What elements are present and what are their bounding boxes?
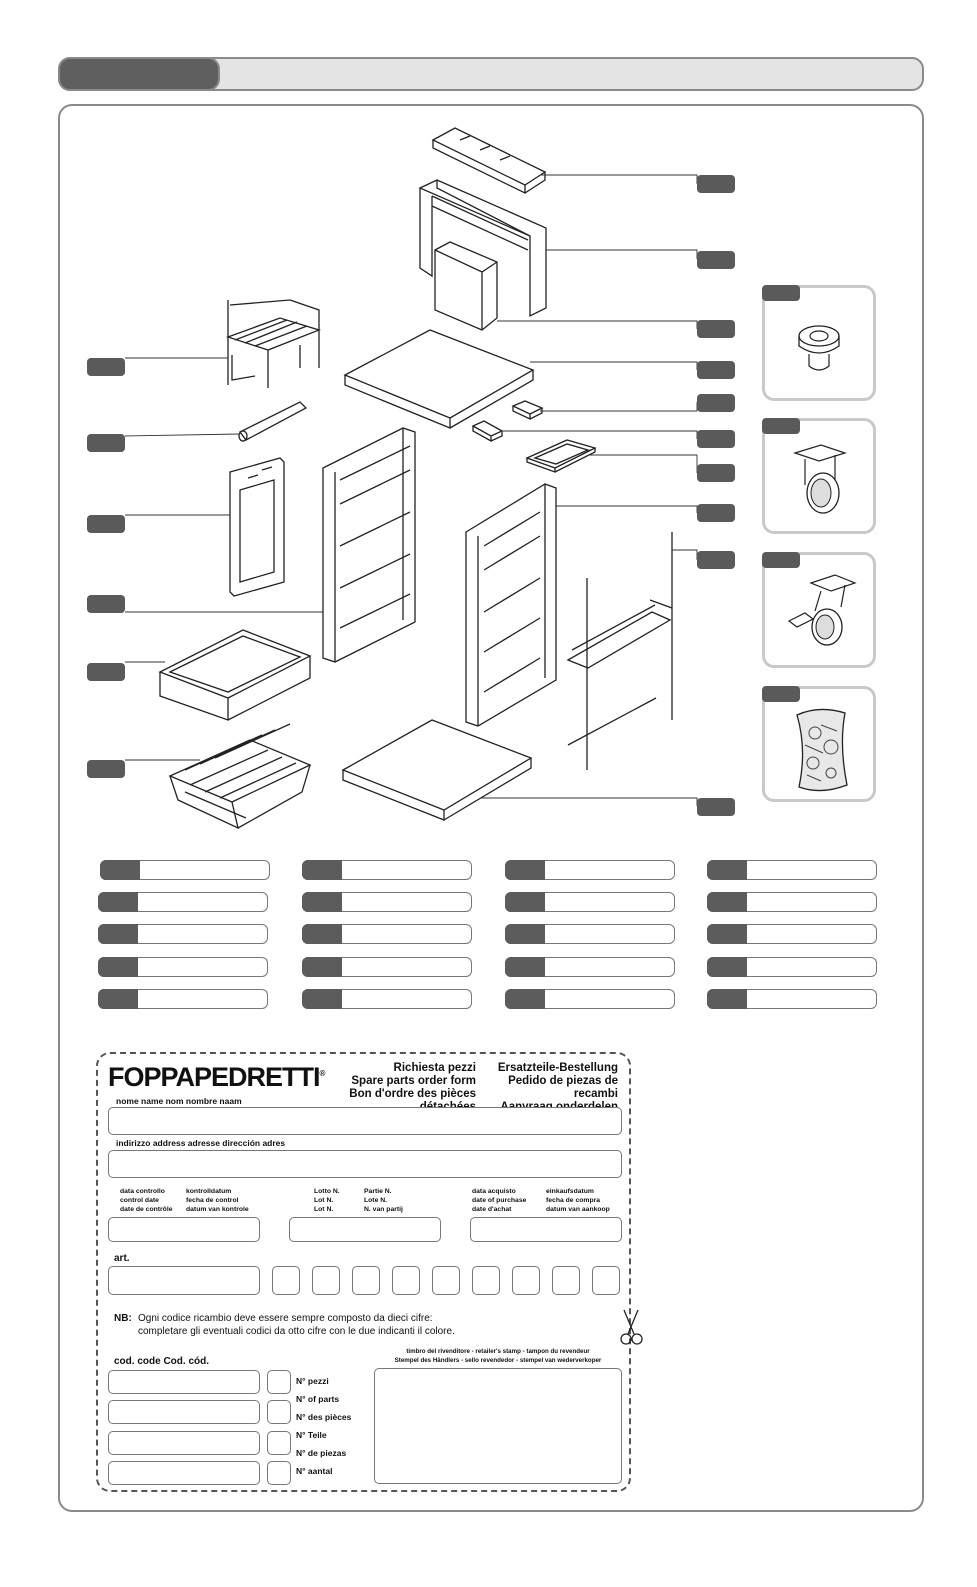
purchase-label-b: einkaufsdatum fecha de compra datum van aankoop <box>546 1188 610 1213</box>
stamp-label: timbro del rivenditore - retailer's stamp - tampon du revendeur Stempel des Händlers - sello revendedor - stempel van wederverkoper <box>394 1348 602 1364</box>
digit-box[interactable] <box>552 1266 580 1295</box>
code-tag <box>302 957 342 977</box>
code-tag <box>505 924 545 944</box>
hardware-bag-box <box>762 686 876 802</box>
code-field[interactable] <box>108 1431 260 1455</box>
form-title-right: Ersatzteile-Bestellung Pedido de piezas de recambi <box>497 1062 618 1100</box>
code-tag <box>707 989 747 1009</box>
swivel-caster-tag <box>762 552 800 568</box>
address-label: indirizzo address adresse dirección adres <box>116 1138 286 1148</box>
code-tag <box>302 989 342 1009</box>
code-row <box>707 892 877 912</box>
code-row <box>302 989 472 1009</box>
code-row <box>505 957 675 977</box>
digit-box[interactable] <box>432 1266 460 1295</box>
digit-box[interactable] <box>512 1266 540 1295</box>
code-row <box>707 924 877 944</box>
qty-box[interactable] <box>267 1461 291 1485</box>
code-row <box>302 924 472 944</box>
fixed-caster-box <box>762 418 876 534</box>
code-tag <box>707 924 747 944</box>
knob-tag <box>762 285 800 301</box>
code-tag <box>505 892 545 912</box>
lot-label-a: Lotto N. Lot N. Lot N. <box>314 1188 340 1213</box>
code-row <box>505 924 675 944</box>
qty-box[interactable] <box>267 1370 291 1394</box>
code-label: cod. code Cod. cód. <box>114 1356 210 1367</box>
control-date-label-a: data controllo control date date de contrôle <box>120 1188 173 1213</box>
hardware-bag-tag <box>762 686 800 702</box>
art-label: art. <box>114 1253 130 1264</box>
purchase-label-a: data acquisto date of purchase date d'achat <box>472 1188 527 1213</box>
digit-box[interactable] <box>392 1266 420 1295</box>
header-tab <box>58 57 220 91</box>
code-tag <box>707 892 747 912</box>
digit-box[interactable] <box>272 1266 300 1295</box>
control-date-field[interactable] <box>108 1217 260 1242</box>
code-row <box>98 892 268 912</box>
code-row <box>98 957 268 977</box>
digit-box[interactable] <box>352 1266 380 1295</box>
qty-box[interactable] <box>267 1431 291 1455</box>
retailer-stamp-area[interactable] <box>374 1368 622 1484</box>
header-bar <box>58 57 924 91</box>
code-row <box>505 989 675 1009</box>
note-line-1: Ogni codice ricambio deve essere sempre composto da dieci cifre: <box>138 1313 433 1324</box>
code-row <box>707 957 877 977</box>
code-tag <box>98 892 138 912</box>
address-field[interactable] <box>108 1150 622 1178</box>
spare-parts-order-form <box>96 1052 631 1492</box>
art-field[interactable] <box>108 1266 260 1295</box>
note-prefix: NB: <box>114 1313 132 1324</box>
code-row <box>100 860 270 880</box>
form-title-left: Richiesta pezzi Spare parts order form Bon d'ordre des pièces <box>349 1062 476 1100</box>
swivel-caster-icon <box>765 555 873 665</box>
code-row <box>302 860 472 880</box>
code-tag <box>707 860 747 880</box>
scissors-icon <box>618 1308 644 1348</box>
code-tag <box>302 924 342 944</box>
code-row <box>302 957 472 977</box>
code-tag <box>100 860 140 880</box>
code-row <box>505 860 675 880</box>
code-tag <box>98 957 138 977</box>
note-line-2: completare gli eventuali codici da otto cifre con le due indicanti il colore. <box>138 1326 455 1337</box>
lot-label-b: Partie N. Lote N. N. van partij <box>364 1188 403 1213</box>
code-tag <box>98 924 138 944</box>
brand-logo: FOPPAPEDRETTI® <box>108 1062 325 1092</box>
digit-box[interactable] <box>472 1266 500 1295</box>
code-tag <box>302 892 342 912</box>
code-tag <box>707 957 747 977</box>
purchase-date-field[interactable] <box>470 1217 622 1242</box>
qty-box[interactable] <box>267 1400 291 1424</box>
code-row <box>302 892 472 912</box>
knob-box <box>762 285 876 401</box>
code-field[interactable] <box>108 1461 260 1485</box>
fixed-caster-icon <box>765 421 873 531</box>
qty-labels: N° pezzi N° of parts N° des pièces N° Teile N° de piezas N° aantal <box>296 1376 352 1476</box>
code-tag <box>98 989 138 1009</box>
code-row <box>98 924 268 944</box>
code-row <box>98 989 268 1009</box>
name-label: nome name nom nombre naam <box>116 1096 242 1106</box>
code-tag <box>505 957 545 977</box>
code-tag <box>302 860 342 880</box>
hardware-bag-icon <box>765 689 873 799</box>
digit-box[interactable] <box>592 1266 620 1295</box>
swivel-caster-box <box>762 552 876 668</box>
code-row <box>707 989 877 1009</box>
fixed-caster-tag <box>762 418 800 434</box>
code-row <box>505 892 675 912</box>
code-tag <box>505 989 545 1009</box>
knob-icon <box>765 288 873 398</box>
code-field[interactable] <box>108 1400 260 1424</box>
lot-number-field[interactable] <box>289 1217 441 1242</box>
digit-box[interactable] <box>312 1266 340 1295</box>
code-tag <box>505 860 545 880</box>
code-row <box>707 860 877 880</box>
name-field[interactable] <box>108 1107 622 1135</box>
control-date-label-b: kontrolldatum fecha de control datum van kontrole <box>186 1188 249 1213</box>
code-field[interactable] <box>108 1370 260 1394</box>
